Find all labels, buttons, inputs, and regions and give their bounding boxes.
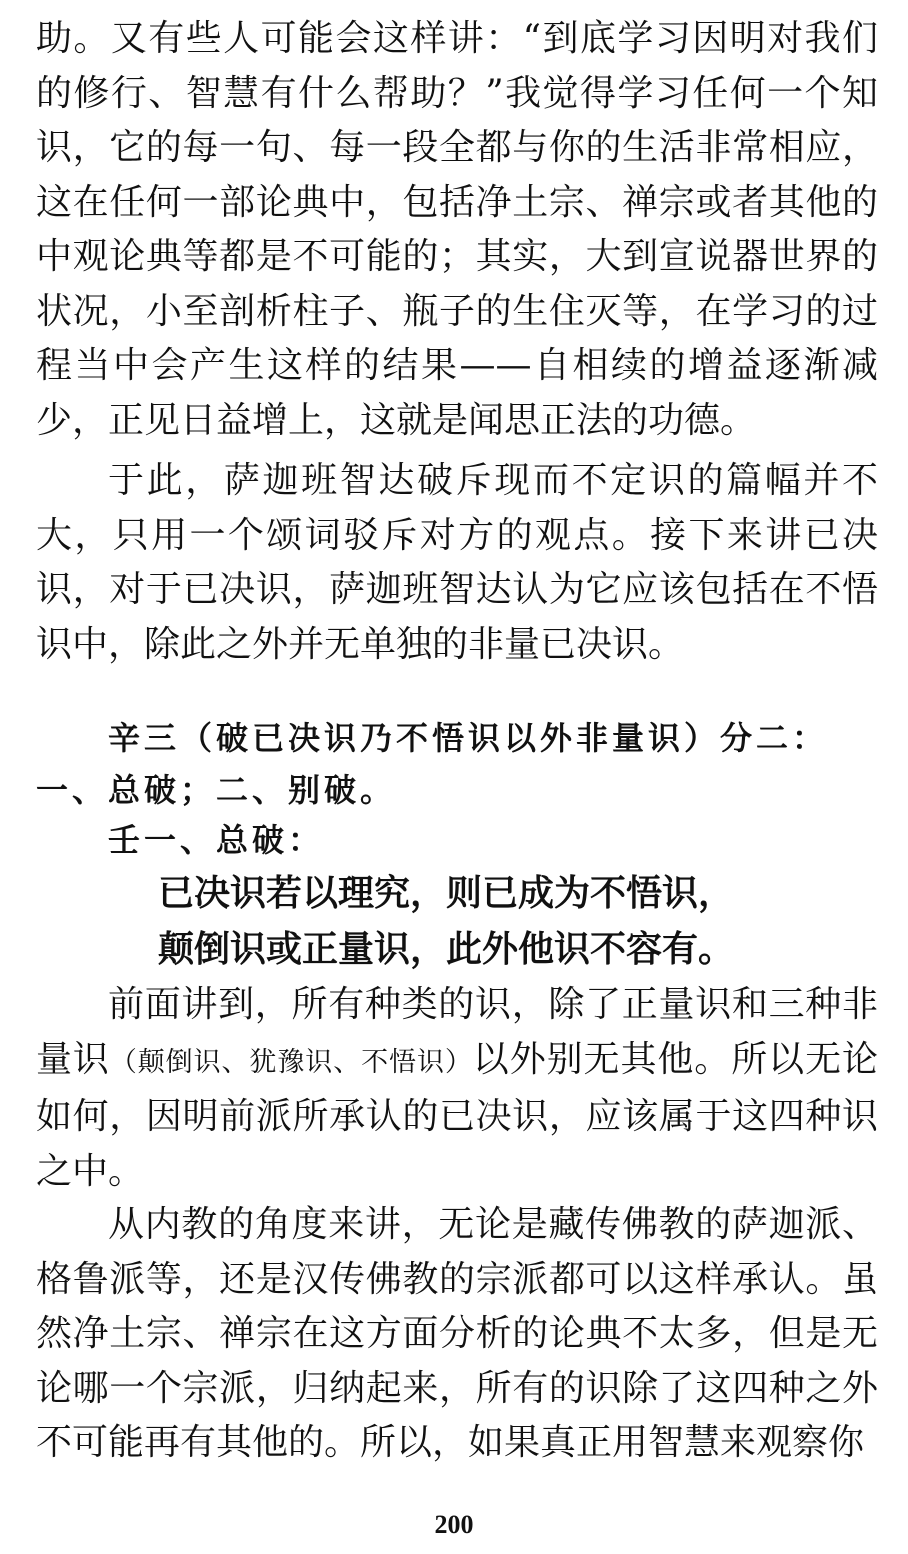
subsection-heading: 壬一、总破： [108, 821, 325, 859]
verse-line-2: 颠倒识或正量识，此外他识不容有。 [158, 929, 735, 970]
paragraph-3-parenthetical: （颠倒识、犹豫识、不悟识） [109, 1046, 473, 1078]
paragraph-2 [36, 454, 878, 672]
paragraph-3-text-a: 前面讲到，所有种类的识，除了正量识和三种非量识 [36, 984, 878, 1080]
paragraph-2-text: 于此，萨迦班智达破斥现而不定识的篇幅并不大，只用一个颂词驳斥对方的观点。接下来讲已决识，对于已决识，萨迦班智达认为它应该包括在不悟识中，除此之外并无单独的非量已决识。 [36, 460, 878, 665]
paragraph-1-text: 助。又有些人可能会这样讲：“到底学习因明对我们的修行、智慧有什么帮助？”我觉得学习任何一个知识，它的每一句、每一段全都与你的生活非常相应，这在任何一部论典中，包括净土宗、禅宗或者其他的中观论典等都是不可能的；其实，大到宣说器世界的状况，小至剖析柱子、瓶子的生住灭等，在学习的过程当中会产生这样的结果——自相续的增益逐渐减少，正见日益增上，这就是闻思正法的功德。 [36, 18, 878, 441]
paragraph-4 [36, 1198, 878, 1471]
paragraph-1 [36, 12, 878, 448]
paragraph-3 [36, 978, 878, 1199]
section-heading: 辛三（破已决识乃不悟识以外非量识）分二：一、总破；二、别破。 [36, 719, 829, 809]
paragraph-3-text-b: 以外别无其他。所以无论如何，因明前派所承认的已决识，应该属于这四种识之中。 [36, 1038, 878, 1192]
page-number: 200 [434, 1510, 474, 1539]
verse-line-1: 已决识若以理究，则已成为不悟识， [158, 873, 735, 914]
paragraph-4-text: 从内教的角度来讲，无论是藏传佛教的萨迦派、格鲁派等，还是汉传佛教的宗派都可以这样承认。虽然净土宗、禅宗在这方面分析的论典不太多，但是无论哪一个宗派，归纳起来，所有的识除了这四种之外不可能再有其他的。所以，如果真正用智慧来观察你 [36, 1204, 878, 1463]
